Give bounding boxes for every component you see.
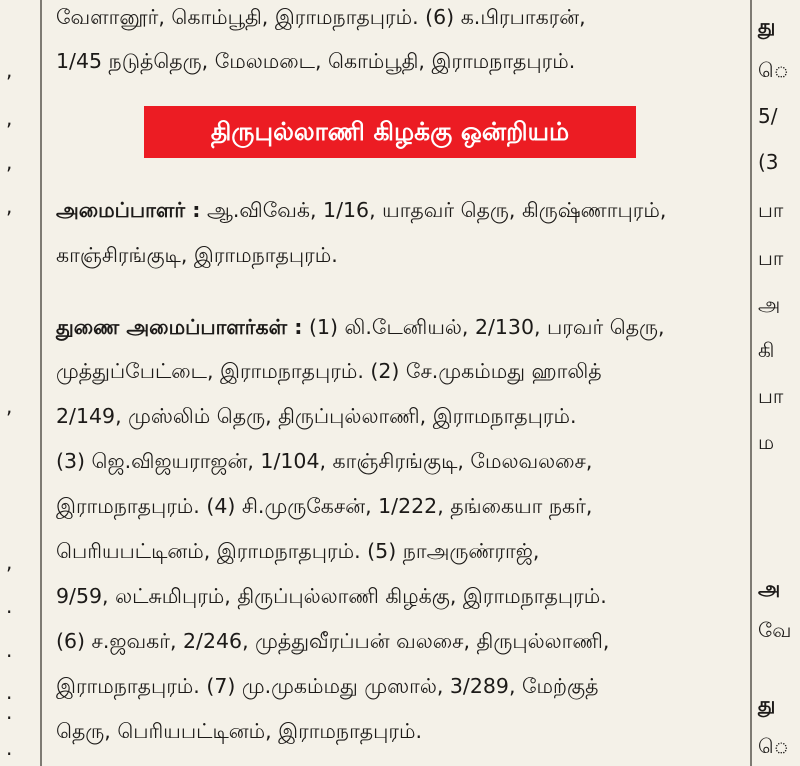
left-fragment: , xyxy=(6,150,13,174)
left-fragment: , xyxy=(6,58,13,82)
column-divider-right xyxy=(750,0,752,766)
right-fragment: பா xyxy=(758,384,784,408)
left-fragment: , xyxy=(6,550,13,574)
deputy-line xyxy=(56,314,665,340)
text-line: முத்துப்பேட்டை, இராமநாதபுரம். (2) சே.முகம்மது ஹாலித் xyxy=(56,359,602,383)
text-line: பெரியபட்டினம், இராமநாதபுரம். (5) நாஅருண்ராஜ், xyxy=(56,539,540,563)
organizer-details: ஆ.விவேக், 1/16, யாதவர் தெரு, கிருஷ்ணாபுரம், xyxy=(200,198,667,222)
text-line: இராமநாதபுரம். (4) சி.முருகேசன், 1/222, தங்கையா நகர், xyxy=(56,494,593,518)
main-column xyxy=(56,0,738,766)
left-fragment: . xyxy=(6,736,13,760)
text-line: தெரு, பெரியபட்டினம், இராமநாதபுரம். xyxy=(56,719,422,743)
deputy-details: (1) லி.டேனியல், 2/130, பரவர் தெரு, xyxy=(302,315,665,339)
right-fragment: பா xyxy=(758,198,784,222)
text-line: 1/45 நடுத்தெரு, மேலமடை, கொம்பூதி, இராமநாதபுரம். xyxy=(56,49,576,73)
left-fragment: . xyxy=(6,700,13,724)
right-fragment: 5/ xyxy=(758,104,778,128)
left-column-fragments xyxy=(0,0,42,766)
right-fragment: து xyxy=(758,14,776,38)
left-fragment: . xyxy=(6,638,13,662)
right-fragment: (3 xyxy=(758,150,779,174)
left-fragment: . xyxy=(6,680,13,704)
text-line: வேளானூர், கொம்பூதி, இராமநாதபுரம். (6) க.பிரபாகரன், xyxy=(56,5,586,29)
right-fragment: ெ xyxy=(758,58,789,82)
right-column-fragments xyxy=(754,0,800,766)
right-fragment: அ xyxy=(758,576,781,600)
text-line: 2/149, முஸ்லிம் தெரு, திருப்புல்லாணி, இராமநாதபுரம். xyxy=(56,404,577,428)
right-fragment: கி xyxy=(758,338,775,362)
right-fragment: அ xyxy=(758,292,781,316)
text-line: (6) ச.ஜவகர், 2/246, முத்துவீரப்பன் வலசை, திருபுல்லாணி, xyxy=(56,629,610,653)
organizer-label: அமைப்பாளர் : xyxy=(56,198,201,222)
column-divider-left xyxy=(40,0,42,766)
left-fragment: , xyxy=(6,194,13,218)
right-fragment: ெ xyxy=(758,734,789,758)
section-title-banner: திருபுல்லாணி கிழக்கு ஒன்றியம் xyxy=(144,106,636,158)
organizer-line xyxy=(56,197,666,223)
left-fragment: . xyxy=(6,594,13,618)
left-fragment: , xyxy=(6,106,13,130)
text-line: இராமநாதபுரம். (7) மு.முகம்மது முஸால், 3/289, மேற்குத் xyxy=(56,674,599,698)
right-fragment: து xyxy=(758,692,776,716)
text-line: (3) ஜெ.விஜயராஜன், 1/104, காஞ்சிரங்குடி, மேலவலசை, xyxy=(56,449,593,473)
left-fragment: , xyxy=(6,394,13,418)
right-fragment: பா xyxy=(758,246,784,270)
right-fragment: ம xyxy=(758,430,775,454)
text-line: காஞ்சிரங்குடி, இராமநாதபுரம். xyxy=(56,243,338,267)
deputy-label: துணை அமைப்பாளர்கள் : xyxy=(56,315,303,339)
right-fragment: வே xyxy=(758,618,792,642)
text-line: 9/59, லட்சுமிபுரம், திருப்புல்லாணி கிழக்கு, இராமநாதபுரம். xyxy=(56,584,607,608)
